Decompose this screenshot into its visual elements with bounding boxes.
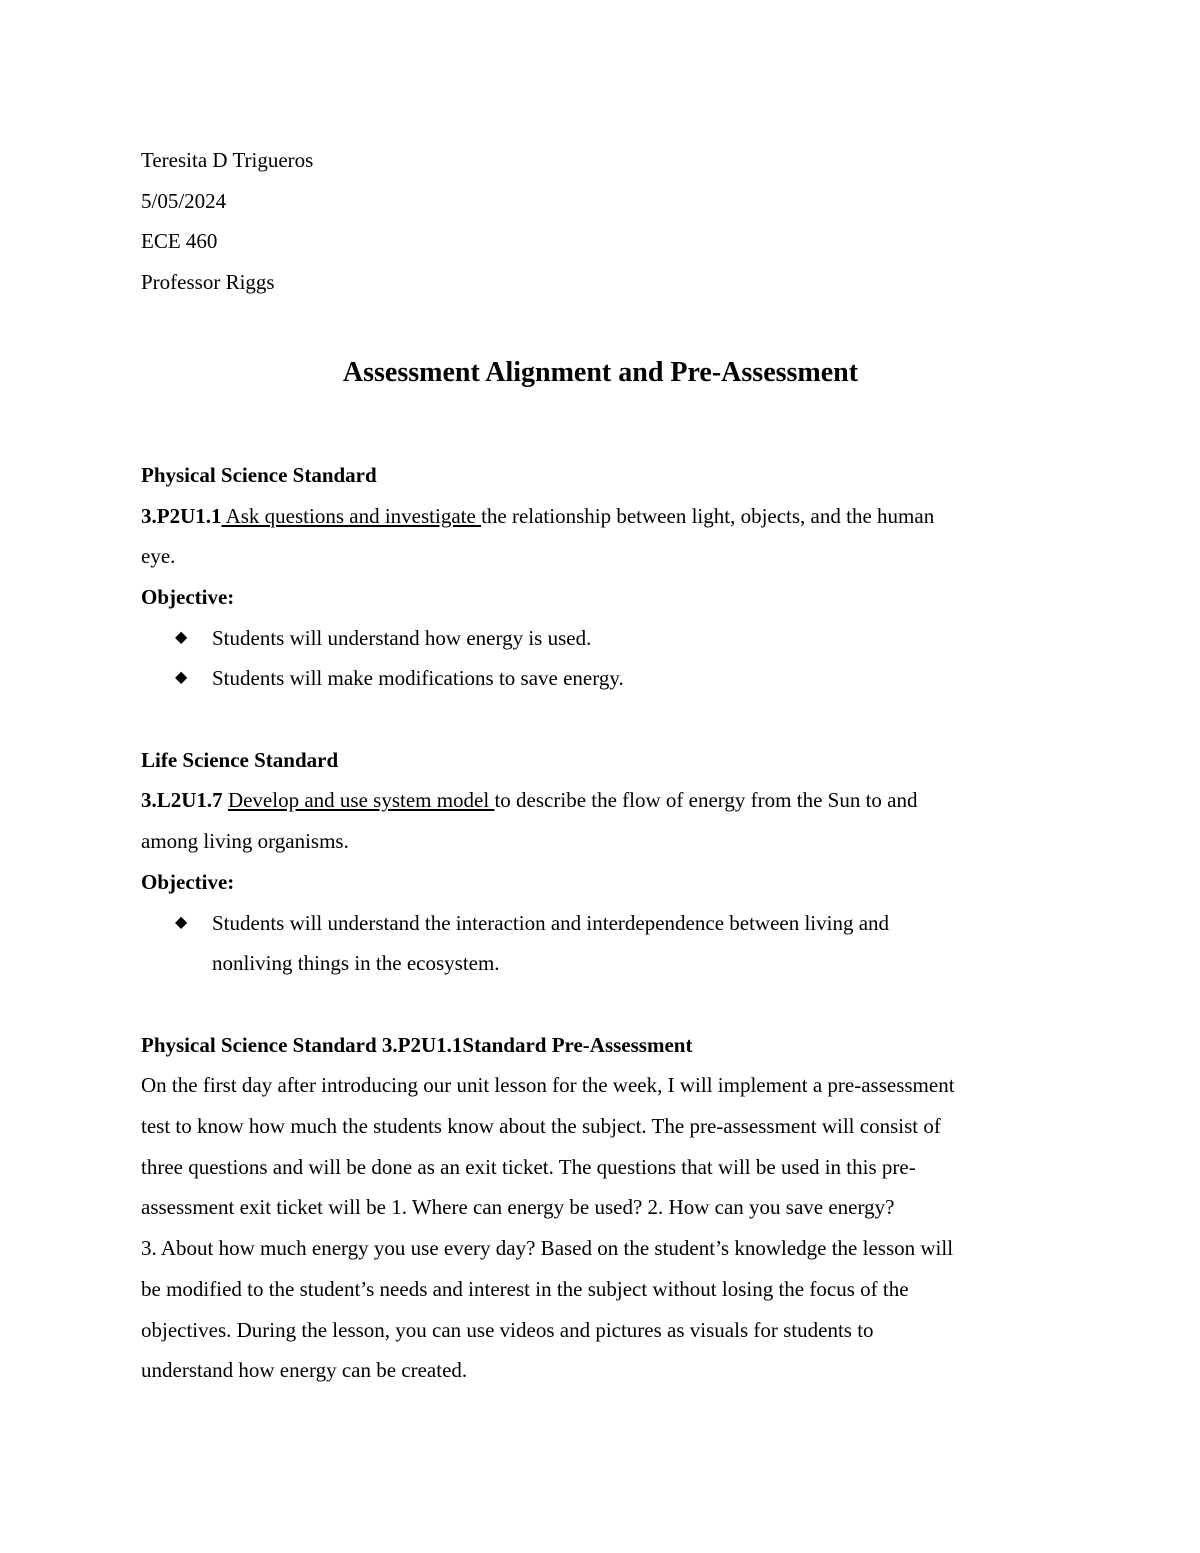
objective-text: Students will make modifications to save energy. (212, 666, 624, 691)
section-heading: Physical Science Standard 3.P2U1.1Standard Pre-Assessment (141, 1032, 693, 1057)
spacer (141, 984, 1060, 1025)
standard-line (141, 780, 1060, 821)
professor: Professor Riggs (141, 270, 275, 295)
standard-text-continued: among living organisms. (141, 829, 349, 854)
paragraph-line: test to know how much the students know about the subject. The pre-assessment will consist of (141, 1114, 941, 1139)
spacer (141, 699, 1060, 740)
paragraph-line: understand how energy can be created. (141, 1358, 468, 1383)
header-block (141, 140, 1060, 303)
objective-label: Objective: (141, 869, 235, 894)
paragraph-line: assessment exit ticket will be 1. Where can energy be used? 2. How can you save energy? (141, 1195, 895, 1220)
document-title: Assessment Alignment and Pre-Assessment (342, 356, 859, 388)
author-name: Teresita D Trigueros (141, 148, 314, 172)
objective-list (141, 903, 1060, 984)
diamond-bullet-icon: ◆ (175, 913, 188, 931)
paragraph-line: three questions and will be done as an exit ticket. The questions that will be used in this pre- (141, 1154, 916, 1179)
standard-underlined-text: Ask questions and investigate (221, 503, 482, 528)
list-item (175, 658, 1060, 699)
diamond-bullet-icon: ◆ (175, 669, 188, 687)
standard-text: to describe the flow of energy from the Sun to and (494, 788, 918, 813)
spacer (141, 393, 1060, 455)
section-heading: Physical Science Standard (141, 462, 377, 487)
pre-assessment-section (141, 1025, 1060, 1391)
standard-text-continued: eye. (141, 544, 176, 569)
diamond-bullet-icon: ◆ (175, 628, 188, 646)
life-science-section (141, 740, 1060, 984)
list-item (175, 618, 1060, 659)
paragraph-line: On the first day after introducing our unit lesson for the week, I will implement a pre-assessment (141, 1073, 955, 1098)
objective-text: nonliving things in the ecosystem. (212, 951, 500, 976)
objective-text: Students will understand the interaction and interdependence between living and (212, 910, 890, 935)
objective-text: Students will understand how energy is used. (212, 625, 592, 650)
objective-label: Objective: (141, 584, 235, 609)
list-item (175, 903, 1060, 944)
date: 5/05/2024 (141, 188, 227, 213)
course: ECE 460 (141, 229, 218, 254)
list-item-continued (212, 943, 1060, 984)
standard-code: 3.P2U1.1 (141, 503, 222, 528)
standard-text: the relationship between light, objects, and the human (481, 503, 935, 528)
standard-line (141, 496, 1060, 537)
paragraph-line: 3. About how much energy you use every day? Based on the student’s knowledge the lesson will (141, 1236, 954, 1261)
section-heading: Life Science Standard (141, 747, 339, 772)
standard-underlined-text: Develop and use system model (227, 788, 495, 813)
objective-list (141, 618, 1060, 699)
paragraph-line: objectives. During the lesson, you can use videos and pictures as visuals for students to (141, 1317, 874, 1342)
paragraph-line: be modified to the student’s needs and interest in the subject without losing the focus of the (141, 1276, 909, 1301)
physical-science-section (141, 455, 1060, 699)
standard-code: 3.L2U1.7 (141, 788, 223, 813)
